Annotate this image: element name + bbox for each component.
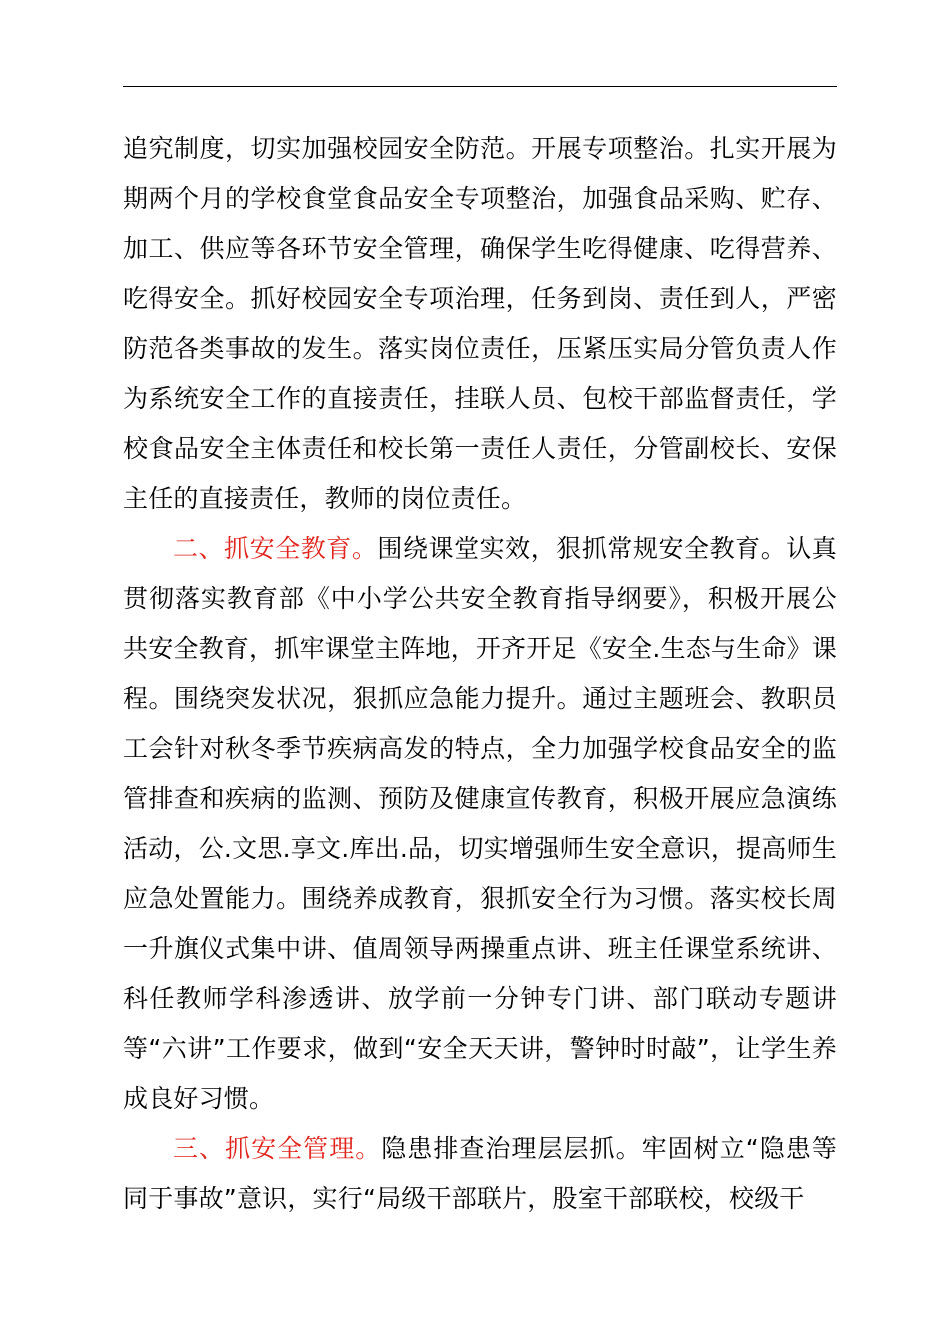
paragraph-text: 围绕课堂实效，狠抓常规安全教育。认真贯彻落实教育部《中小学公共安全教育指导纲要》，积极开展公共安全教育，抓牢课堂主阵地，开齐开足《安全.生态与生命》课程。围绕突发状况，狠抓应急能力提升。通过主题班会、教职员工会针对秋冬季节疾病高发的特点，全力加强学校食品安全的监管排查和疾病的监测、预防及健康宣传教育，积极开展应急演练活动，公.文思.享文.库出.品，切实增强师生安全意识，提高师生应急处置能力。围绕养成教育，狠抓安全行为习惯。落实校长周一升旗仪式集中讲、值周领导两操重点讲、班主任课堂系统讲、科任教师学科渗透讲、放学前一分钟专门讲、部门联动专题讲等“六讲”工作要求，做到“安全天天讲，警钟时时敲”，让学生养成良好习惯。 bbox=[123, 534, 837, 1113]
paragraph-continuation bbox=[123, 124, 837, 524]
document-body bbox=[123, 124, 837, 1224]
paragraph-safety-education bbox=[123, 524, 837, 1124]
section-heading-safety-management: 三、抓安全管理。 bbox=[173, 1134, 382, 1163]
section-heading-safety-education: 二、抓安全教育。 bbox=[173, 534, 378, 563]
paragraph-safety-management bbox=[123, 1124, 837, 1224]
paragraph-text: 追究制度，切实加强校园安全防范。开展专项整治。扎实开展为期两个月的学校食堂食品安全专项整治，加强食品采购、贮存、加工、供应等各环节安全管理，确保学生吃得健康、吃得营养、吃得安全。抓好校园安全专项治理，任务到岗、责任到人，严密防范各类事故的发生。落实岗位责任，压紧压实局分管负责人作为系统安全工作的直接责任，挂联人员、包校干部监督责任，学校食品安全主体责任和校长第一责任人责任，分管副校长、安保主任的直接责任，教师的岗位责任。 bbox=[123, 134, 837, 513]
paragraph-text: 隐患排查治理层层抓。牢固树立“隐患等同于事故”意识，实行“局级干部联片，股室干部联校，校级干 bbox=[123, 1134, 837, 1213]
header-rule bbox=[123, 86, 837, 87]
